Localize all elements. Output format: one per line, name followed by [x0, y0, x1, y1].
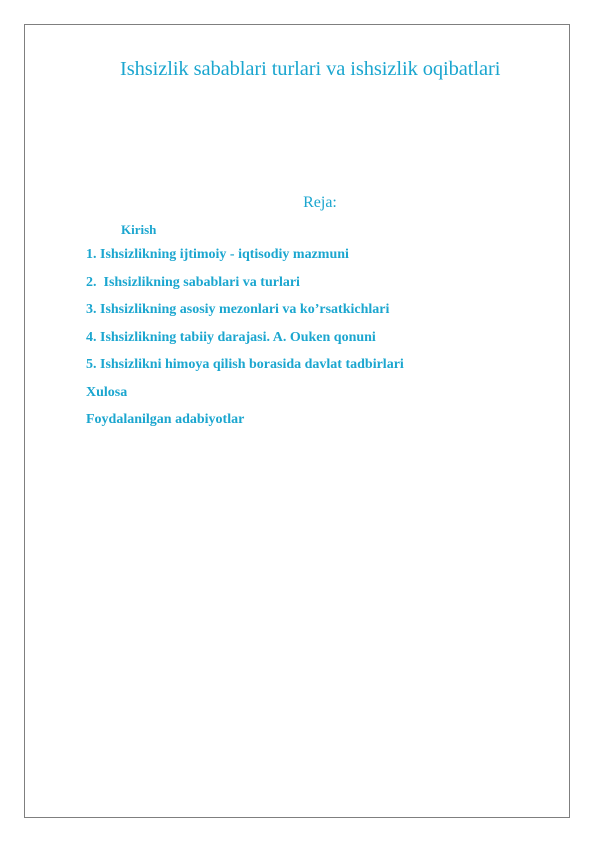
- toc-item-4: 4. Ishsizlikning tabiiy darajasi. A. Ouken qonuni: [86, 329, 376, 345]
- toc-item-5: 5. Ishsizlikni himoya qilish borasida davlat tadbirlari: [86, 357, 404, 372]
- plan-heading: Reja:: [303, 194, 337, 211]
- toc-item-2: 2. Ishsizlikning sabablari va turlari: [86, 274, 300, 290]
- toc-item-references: Foydalanilgan adabiyotlar: [86, 412, 245, 427]
- toc-item-3: 3. Ishsizlikning asosiy mezonlari va ko’rsatkichlari: [86, 302, 390, 317]
- toc-item-conclusion: Xulosa: [86, 384, 128, 400]
- table-of-contents: [86, 246, 404, 439]
- toc-intro: Kirish: [121, 222, 157, 237]
- toc-item-1: 1. Ishsizlikning ijtimoiy - iqtisodiy mazmuni: [86, 247, 349, 262]
- document-title: Ishsizlik sabablari turlari va ishsizlik oqibatlari: [120, 58, 501, 80]
